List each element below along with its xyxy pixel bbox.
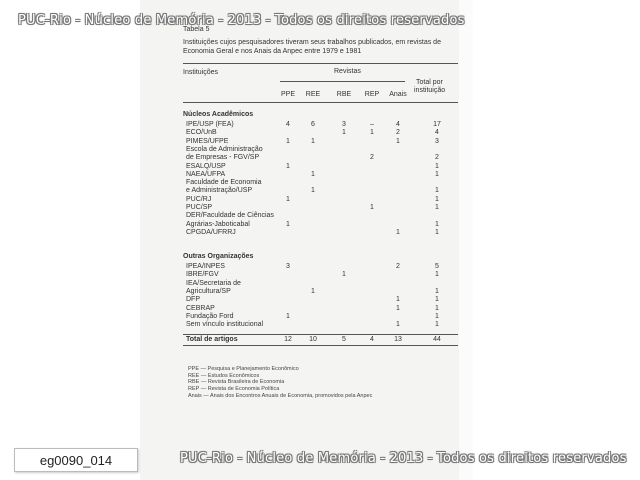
- row-label: IPE/USP (FEA): [186, 121, 234, 128]
- row-label: Escola de Administração: [186, 145, 263, 153]
- col-header-rep: REP: [364, 91, 380, 98]
- row-label: DER/Faculdade de Ciências: [186, 212, 274, 220]
- header-rule-bottom: [183, 102, 458, 103]
- cell-value: 4: [396, 121, 400, 128]
- header-rule-top: [183, 63, 458, 64]
- footnote: RBE — Revista Brasileira de Economia: [188, 379, 285, 386]
- row-label: Fundação Ford: [186, 312, 234, 320]
- row-label: PUC/RJ: [186, 195, 212, 203]
- row-label: NAEA/UFPA: [186, 170, 226, 178]
- cell-value: 1: [396, 321, 400, 329]
- cell-value: 2: [370, 154, 374, 162]
- image-id-label: eg0090_014: [14, 448, 138, 472]
- total-rule-top: [183, 334, 458, 335]
- total-value: 4: [370, 336, 374, 343]
- cell-value: 2: [396, 129, 400, 137]
- row-label: CPGDA/UFRRJ: [186, 228, 236, 236]
- cell-value: 1: [396, 228, 400, 236]
- col-header-ppe: PPE: [280, 91, 295, 98]
- col-header-anais: Anais: [389, 91, 407, 98]
- cell-total: 1: [435, 204, 439, 211]
- cell-value: 1: [396, 304, 400, 312]
- row-label: PIMES/UFPE: [186, 137, 229, 145]
- col-header-ree: REE: [305, 91, 321, 98]
- cell-value: 1: [286, 312, 290, 320]
- cell-total: 1: [435, 195, 439, 203]
- total-value: 5: [342, 336, 346, 343]
- cell-total: 2: [435, 154, 439, 162]
- row-label: DFP: [186, 296, 200, 304]
- cell-value: 1: [311, 187, 315, 195]
- total-rule-bottom: [183, 345, 458, 346]
- row-label: IPEA/INPES: [186, 263, 225, 270]
- total-value: 10: [309, 336, 317, 343]
- cell-value: 1: [370, 129, 374, 137]
- row-label: Agrárias-Jaboticabal: [186, 220, 250, 228]
- cell-value: 1: [396, 137, 400, 145]
- table-label: Tabela 5: [183, 26, 210, 33]
- grand-total: 44: [433, 336, 441, 343]
- cell-total: 1: [435, 271, 439, 279]
- cell-total: 5: [435, 263, 439, 270]
- cell-total: 1: [435, 287, 439, 295]
- row-label: de Empresas - FGV/SP: [186, 154, 260, 162]
- cell-value: 1: [286, 162, 290, 170]
- cell-total: 1: [435, 296, 439, 304]
- total-value: 13: [394, 336, 402, 343]
- cell-value: 1: [286, 137, 290, 145]
- cell-value: 2: [396, 263, 400, 270]
- col-header-institution: Instituições: [183, 69, 219, 76]
- revistas-rule: [280, 81, 405, 82]
- cell-value: 1: [370, 204, 374, 211]
- row-label: CEBRAP: [186, 304, 215, 312]
- row-label: ECO/UnB: [186, 129, 217, 137]
- cell-total: 4: [435, 129, 439, 137]
- total-row-label: Total de artigos: [186, 336, 238, 343]
- cell-value: –: [370, 121, 374, 128]
- cell-value: 1: [342, 271, 346, 279]
- cell-total: 1: [435, 312, 439, 320]
- page-edge: [459, 0, 473, 480]
- row-label: Faculdade de Economia: [186, 179, 262, 187]
- group-heading: Núcleos Acadêmicos: [183, 111, 254, 118]
- cell-value: 1: [311, 170, 315, 178]
- footnote: Anais — Anais dos Encontros Anuais de Economia, promovidos pela Anpec: [188, 392, 373, 399]
- cell-total: 3: [435, 137, 439, 145]
- row-label: IBRE/FGV: [186, 271, 219, 279]
- col-header-total-1: Total por: [416, 79, 443, 86]
- row-label: e Administração/USP: [186, 187, 253, 195]
- row-label: IEA/Secretaria de: [186, 279, 241, 287]
- cell-total: 1: [435, 304, 439, 312]
- cell-value: 1: [286, 195, 290, 203]
- footnote: REP — Revista de Economia Política: [188, 386, 280, 393]
- footnote: REE — Estudos Econômicos: [188, 372, 260, 379]
- watermark-top: PUC-Rio - Núcleo de Memória - 2013 - Todos os direitos reservados: [18, 13, 465, 28]
- cell-total: 17: [433, 121, 441, 128]
- group-heading: Outras Organizações: [183, 253, 254, 260]
- cell-value: 1: [286, 220, 290, 228]
- watermark-bottom: PUC-Rio - Núcleo de Memória - 2013 - Todos os direitos reservados: [180, 451, 627, 466]
- table-caption: Instituições cujos pesquisadores tiveram seus trabalhos publicados, em revistas de Economia Geral e nos Anais da Anpec entre 1979 e 1981: [183, 39, 441, 55]
- cell-value: 1: [396, 296, 400, 304]
- cell-total: 1: [435, 187, 439, 195]
- cell-value: 6: [311, 121, 315, 128]
- cell-value: 1: [311, 137, 315, 145]
- cell-value: 4: [286, 121, 290, 128]
- row-label: PUC/SP: [186, 204, 213, 211]
- cell-total: 1: [435, 321, 439, 329]
- total-value: 12: [284, 336, 292, 343]
- cell-total: 1: [435, 220, 439, 228]
- row-label: Agricultura/SP: [186, 287, 231, 295]
- row-label: Sem vínculo institucional: [186, 321, 264, 329]
- cell-total: 1: [435, 162, 439, 170]
- col-header-total-2: instituição: [414, 87, 446, 94]
- col-header-revistas: Revistas: [334, 68, 361, 75]
- row-label: ESALQ/USP: [186, 162, 226, 170]
- cell-value: 1: [342, 129, 346, 137]
- cell-value: 1: [311, 287, 315, 295]
- col-header-rbe: RBE: [336, 91, 352, 98]
- footnote: PPE — Pesquisa e Planejamento Econômico: [188, 366, 299, 372]
- cell-value: 3: [286, 263, 290, 270]
- cell-total: 1: [435, 228, 439, 236]
- cell-value: 3: [342, 121, 346, 128]
- cell-total: 1: [435, 170, 439, 178]
